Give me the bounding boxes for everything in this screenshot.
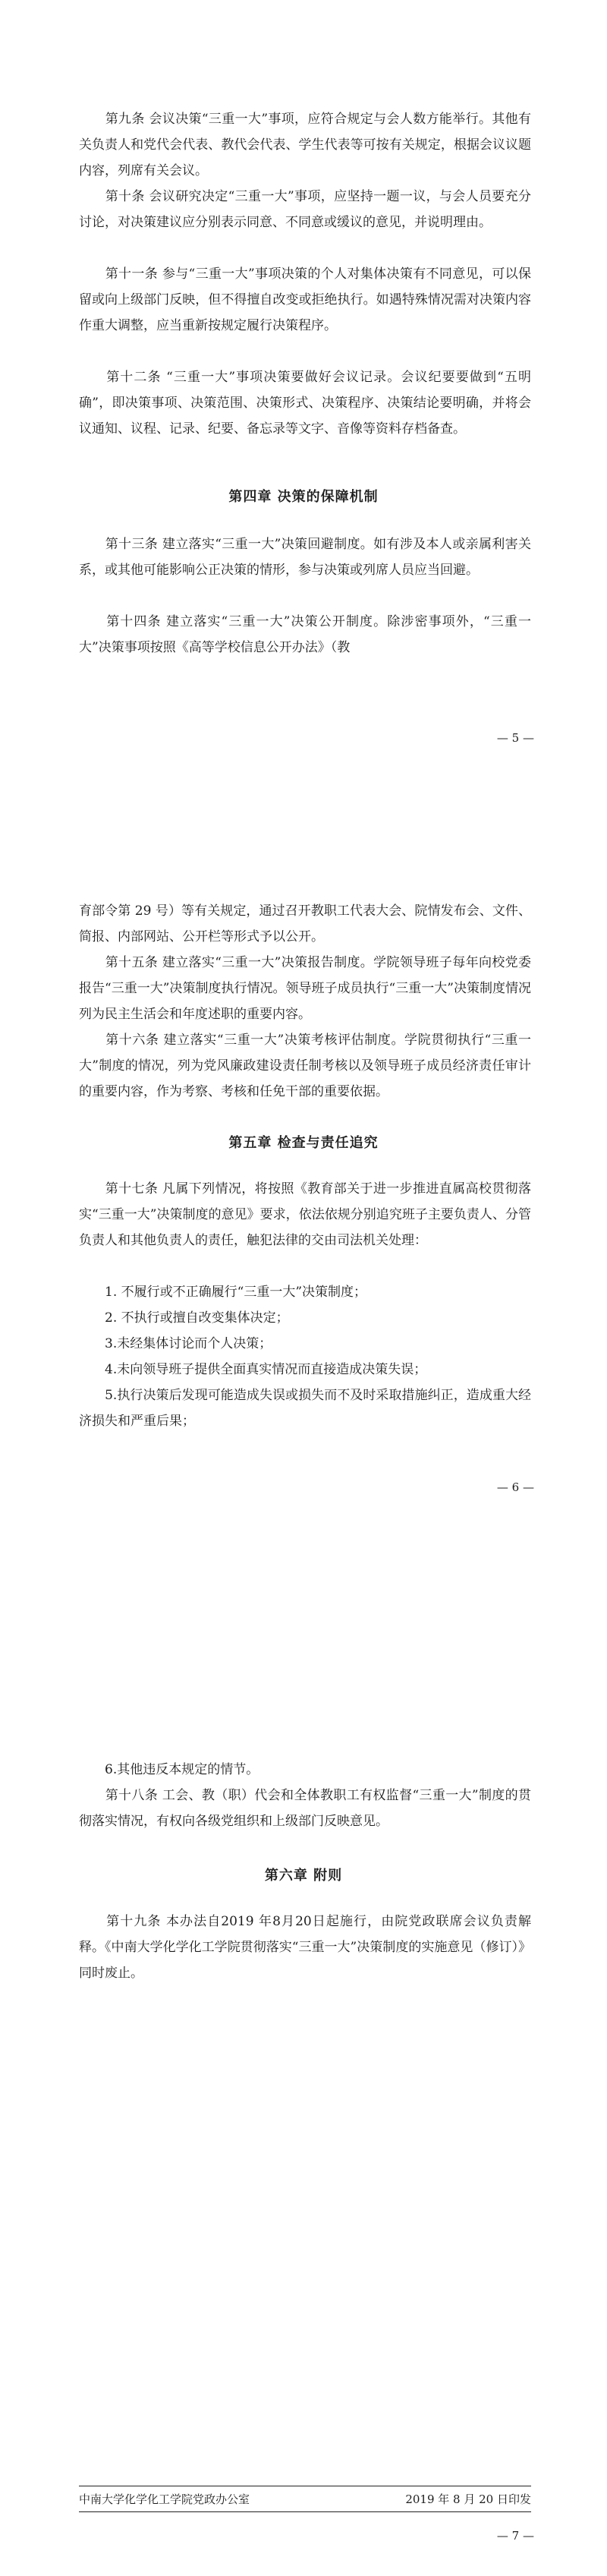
article-17: 第十七条 凡属下列情况，将按照《教育部关于进一步推进直属高校贯彻落实“三重一大”决策制度的意见》要求，依法依规分别追究班子主要负责人、分管负责人和其他负责人的责任，触犯法律的交由司法机关处理： xyxy=(79,1181,531,1248)
item-4: 4.未向领导班子提供全面真实情况而直接造成决策失误； xyxy=(79,1362,427,1377)
item-1: 1. 不履行或不正确履行“三重一大”决策制度； xyxy=(79,1285,367,1300)
item-5: 5.执行决策后发现可能造成失误或损失而不及时采取措施纠正，造成重大经济损失和严重后果； xyxy=(79,1388,531,1429)
page-number: — 6 — xyxy=(496,1480,534,1494)
page-5 xyxy=(0,0,607,859)
article-11: 第十一条 参与“三重一大”事项决策的个人对集体决策有不同意见，可以保留或向上级部门反映，但不得擅自改变或拒绝执行。如遇特殊情况需对决策内容作重大调整，应当重新按规定履行决策程序。 xyxy=(79,266,531,333)
article-15: 第十五条 建立落实“三重一大”决策报告制度。学院领导班子每年向校党委报告“三重一大”决策制度执行情况。领导班子成员执行“三重一大”决策制度情况列为民主生活会和年度述职的重要内容。 xyxy=(79,955,531,1022)
article-19: 第十九条 本办法自2019 年8月20日起施行，由院党政联席会议负责解释。《中南大学化学化工学院贯彻落实“三重一大”决策制度的实施意见（修订）》同时废止。 xyxy=(79,1914,531,1981)
article-16: 第十六条 建立落实“三重一大”决策考核评估制度。学院贯彻执行“三重一大”制度的情况，列为党风廉政建设责任制考核以及领导班子成员经济责任审计的重要内容，作为考察、考核和任免干部的重要依据。 xyxy=(79,1033,531,1099)
article-18: 第十八条 工会、教（职）代会和全体教职工有权监督“三重一大”制度的贯彻落实情况，有权向各级党组织和上级部门反映意见。 xyxy=(79,1788,531,1829)
page-number: — 7 — xyxy=(496,2529,534,2543)
article-14-continued: 育部令第 29 号）等有关规定，通过召开教职工代表大会、院情发布会、文件、简报、内部网站、公开栏等形式予以公开。 xyxy=(79,903,531,944)
chapter-4-heading: 第四章 决策的保障机制 xyxy=(228,489,379,505)
article-12: 第十二条 “三重一大”事项决策要做好会议记录。会议纪要要做到“五明确”，即决策事项、决策范围、决策形式、决策程序、决策结论要明确，并将会议通知、议程、记录、纪要、备忘录等文字、音像等资料存档备查。 xyxy=(79,370,531,437)
issue-date: 2019 年 8 月 20 日印发 xyxy=(405,2492,531,2506)
article-13: 第十三条 建立落实“三重一大”决策回避制度。如有涉及本人或亲属利害关系，或其他可能影响公正决策的情形，参与决策或列席人员应当回避。 xyxy=(79,537,531,578)
chapter-6-heading: 第六章 附则 xyxy=(264,1868,343,1884)
article-10: 第十条 会议研究决定“三重一大”事项，应坚持一题一议，与会人员要充分讨论，对决策建议应分别表示同意、不同意或缓议的意见，并说明理由。 xyxy=(79,189,531,230)
chapter-5-heading: 第五章 检查与责任追究 xyxy=(228,1135,379,1151)
page-7 xyxy=(0,1717,607,2576)
article-9: 第九条 会议决策“三重一大”事项，应符合规定与会人数方能举行。其他有关负责人和党代会代表、教代会代表、学生代表等可按有关规定，根据会议议题内容，列席有关会议。 xyxy=(79,112,531,178)
page-number: — 5 — xyxy=(496,731,534,745)
item-3: 3.未经集体讨论而个人决策； xyxy=(79,1336,272,1351)
item-2: 2. 不执行或擅自改变集体决定； xyxy=(79,1310,289,1326)
page-6 xyxy=(0,859,607,1717)
article-14: 第十四条 建立落实“三重一大”决策公开制度。除涉密事项外，“三重一大”决策事项按照《高等学校信息公开办法》（教 xyxy=(79,614,531,655)
item-6: 6.其他违反本规定的情节。 xyxy=(79,1762,259,1777)
footer-rule-bottom xyxy=(79,2511,531,2512)
issuing-office: 中南大学化学化工学院党政办公室 xyxy=(79,2492,250,2506)
